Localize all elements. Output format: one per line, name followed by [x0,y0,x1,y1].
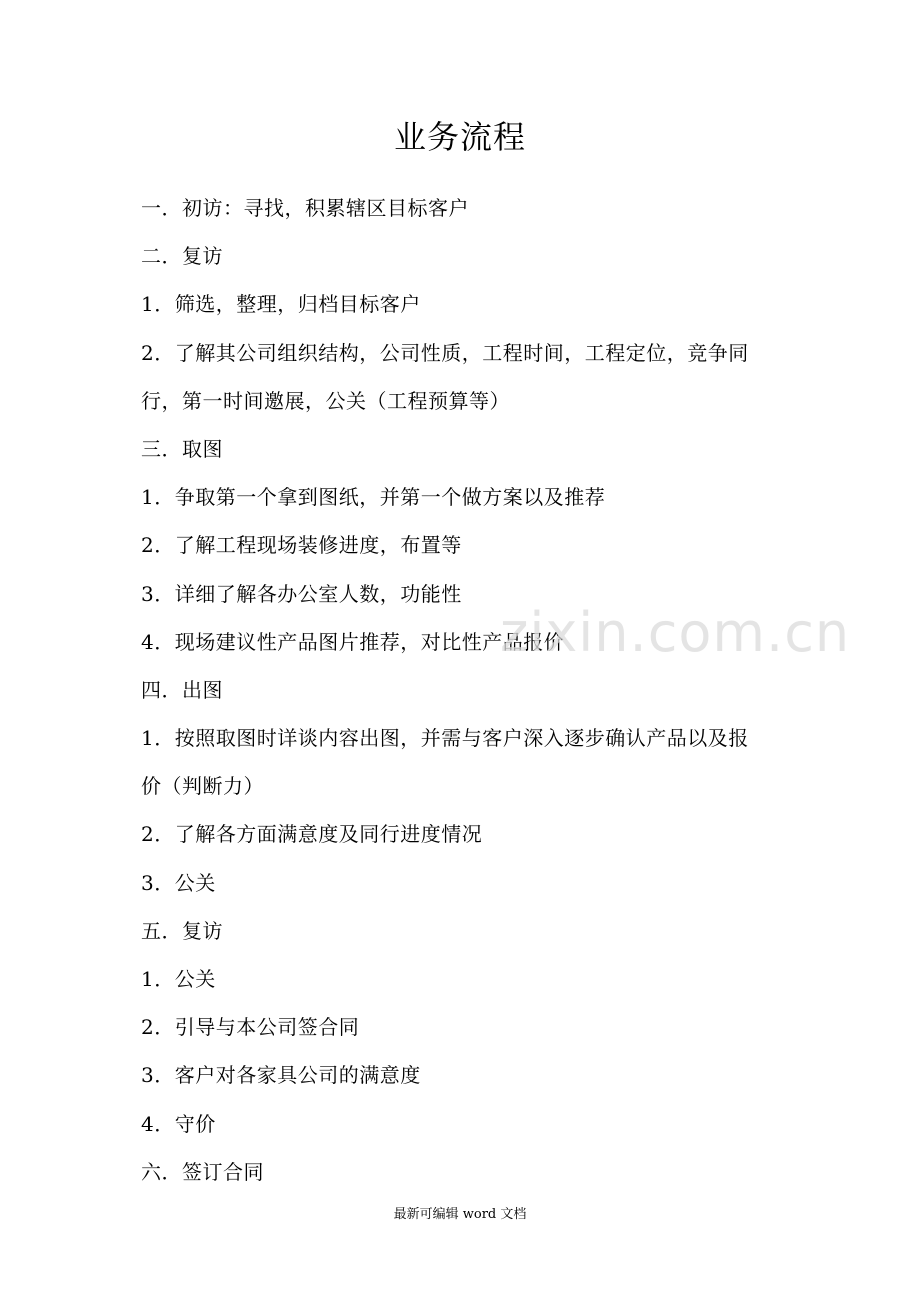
document-body [141,184,791,1196]
list-item: 1．按照取图时详谈内容出图，并需与客户深入逐步确认产品以及报 [141,726,749,751]
section-heading: 六．签订合同 [141,1159,264,1184]
list-item-continuation: 价（判断力） [141,774,264,799]
document-title: 业务流程 [393,118,526,156]
section-heading: 四．出图 [141,677,223,702]
section-heading: 二．复访 [141,244,223,269]
list-item: 1．争取第一个拿到图纸，并第一个做方案以及推荐 [141,485,606,510]
list-item: 2．了解各方面满意度及同行进度情况 [141,822,483,847]
section-heading: 一．初访：寻找，积累辖区目标客户 [141,196,469,220]
list-item: 2．引导与本公司签合同 [141,1015,360,1040]
list-item: 1．公关 [141,967,216,991]
list-item-continuation: 行，第一时间邀展，公关（工程预算等） [141,388,510,413]
list-item: 4．守价 [141,1111,216,1136]
list-item: 3．公关 [141,870,216,895]
page-footer: 最新可编辑 word 文档 [393,1207,527,1222]
list-item: 2．了解其公司组织结构，公司性质，工程时间，工程定位，竞争同 [141,340,749,365]
section-heading: 五．复访 [141,918,223,943]
list-item: 3．详细了解各办公室人数，功能性 [141,581,462,606]
section-heading: 三．取图 [141,436,223,461]
list-item: 3．客户对各家具公司的满意度 [141,1063,421,1088]
list-item: 2．了解工程现场装修进度，布置等 [141,533,462,558]
watermark: zixin.com.cn [500,601,851,664]
list-item: 1．筛选，整理，归档目标客户 [141,292,421,317]
list-item: 4．现场建议性产品图片推荐，对比性产品报价 [141,629,565,654]
